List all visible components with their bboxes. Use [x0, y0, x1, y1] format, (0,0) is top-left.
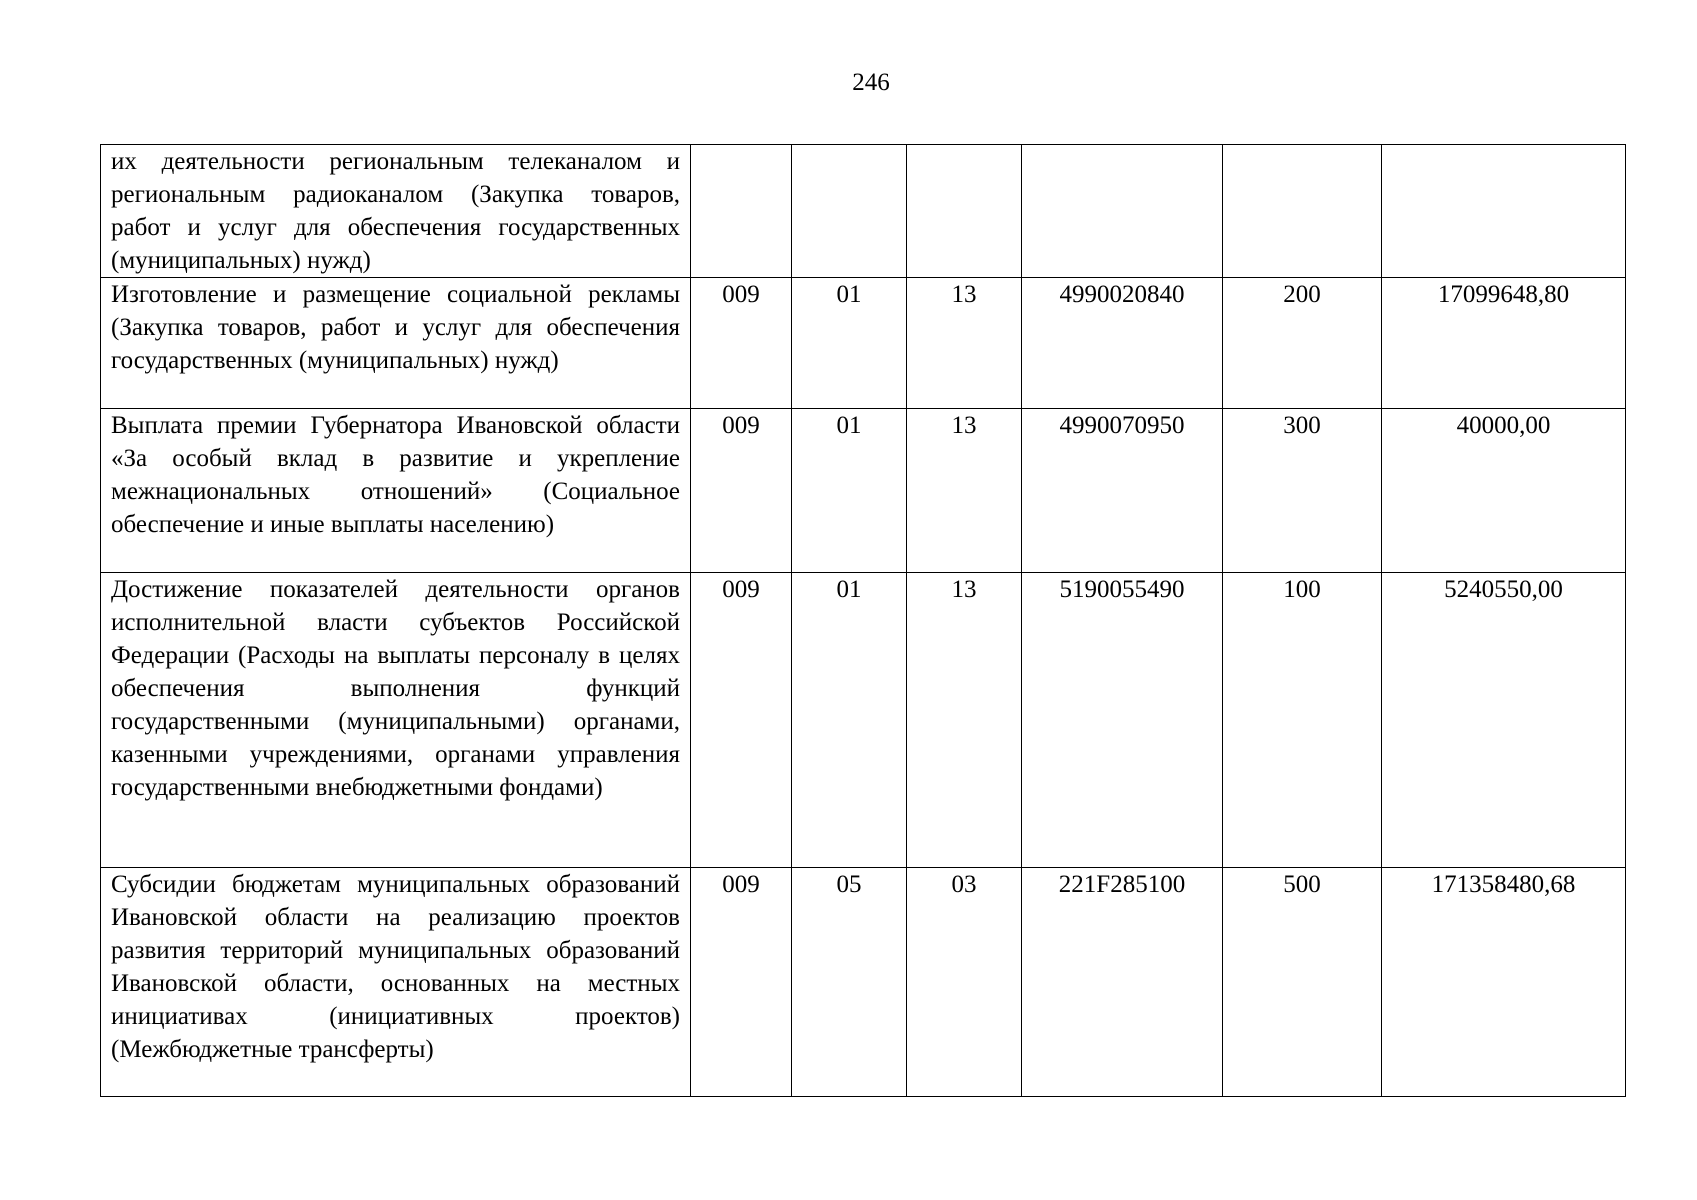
row-admin-code: 009 [691, 868, 792, 1097]
row-target-code: 221F285100 [1022, 868, 1223, 1097]
row-section-code: 01 [792, 278, 907, 409]
row-section-code: 01 [792, 573, 907, 868]
row-description: Субсидии бюджетам муниципальных образований Ивановской области на реализацию проектов развития территорий муниципальных образований Ивановской области, основанных на местных инициативах (инициативных проектов) (Межбюджетные трансферты) [101, 868, 691, 1097]
row-admin-code [691, 145, 792, 278]
row-amount: 171358480,68 [1382, 868, 1626, 1097]
row-description: Достижение показателей деятельности органов исполнительной власти субъектов Российской Федерации (Расходы на выплаты персоналу в целях обеспечения выполнения функций государственными (муниципальными) органами, казенными учреждениями, органами управления государственными внебюджетными фондами) [101, 573, 691, 868]
row-admin-code: 009 [691, 573, 792, 868]
row-admin-code: 009 [691, 409, 792, 573]
table-row [101, 868, 1626, 1097]
row-amount: 5240550,00 [1382, 573, 1626, 868]
page-number: 246 [852, 69, 890, 96]
row-admin-code: 009 [691, 278, 792, 409]
row-target-code: 4990020840 [1022, 278, 1223, 409]
row-expense-type: 100 [1223, 573, 1382, 868]
row-subsection-code: 03 [907, 868, 1022, 1097]
row-section-code: 01 [792, 409, 907, 573]
row-target-code [1022, 145, 1223, 278]
row-description: их деятельности региональным телеканалом и региональным радиоканалом (Закупка товаров, работ и услуг для обеспечения государственных (муниципальных) нужд) [101, 145, 691, 278]
row-subsection-code: 13 [907, 409, 1022, 573]
row-subsection-code: 13 [907, 573, 1022, 868]
row-target-code: 4990070950 [1022, 409, 1223, 573]
row-amount: 17099648,80 [1382, 278, 1626, 409]
row-subsection-code: 13 [907, 278, 1022, 409]
row-target-code: 5190055490 [1022, 573, 1223, 868]
row-expense-type [1223, 145, 1382, 278]
row-expense-type: 300 [1223, 409, 1382, 573]
row-description: Изготовление и размещение социальной рекламы (Закупка товаров, работ и услуг для обеспечения государственных (муниципальных) нужд) [101, 278, 691, 409]
budget-table [100, 144, 1626, 1097]
table-row [101, 409, 1626, 573]
table-row [101, 278, 1626, 409]
row-expense-type: 500 [1223, 868, 1382, 1097]
row-amount [1382, 145, 1626, 278]
row-amount: 40000,00 [1382, 409, 1626, 573]
row-expense-type: 200 [1223, 278, 1382, 409]
table-row [101, 573, 1626, 868]
row-section-code: 05 [792, 868, 907, 1097]
table-row [101, 145, 1626, 278]
row-section-code [792, 145, 907, 278]
row-subsection-code [907, 145, 1022, 278]
row-description: Выплата премии Губернатора Ивановской области «За особый вклад в развитие и укрепление межнациональных отношений» (Социальное обеспечение и иные выплаты населению) [101, 409, 691, 573]
